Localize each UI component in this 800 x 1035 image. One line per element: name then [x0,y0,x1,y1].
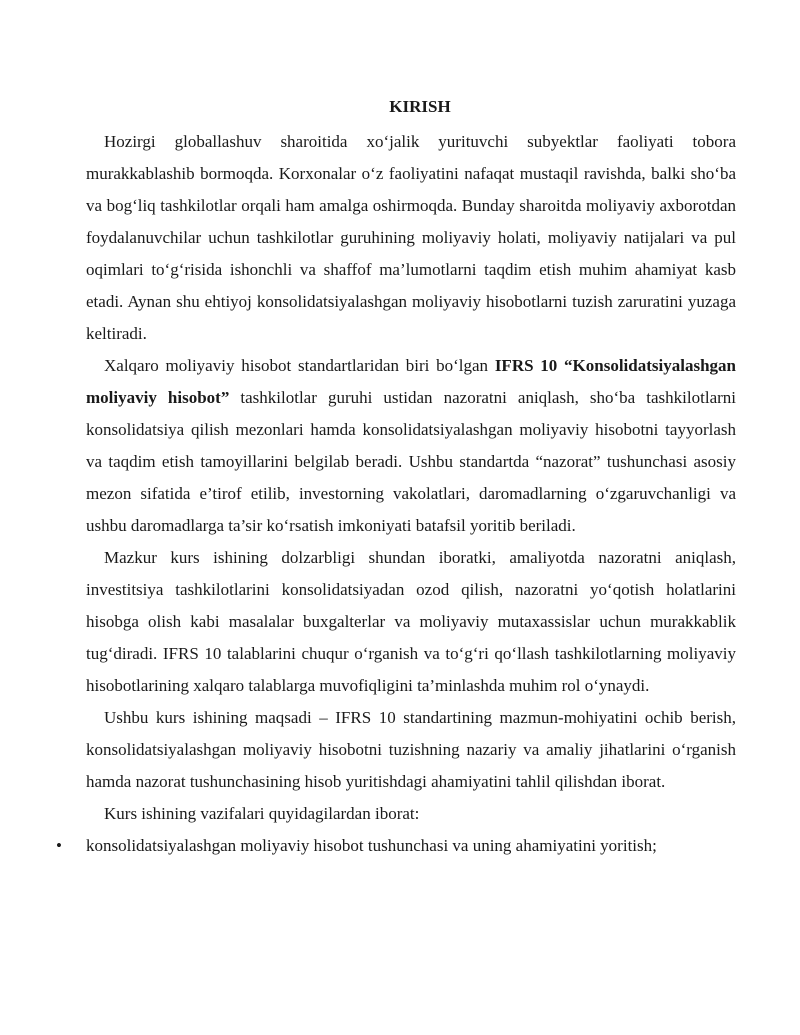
tasks-list [56,830,736,862]
document-body [56,126,736,862]
paragraph-tasks-intro: Kurs ishining vazifalari quyidagilardan iborat: [104,804,420,823]
paragraph-goal: Ushbu kurs ishining maqsadi – IFRS 10 standartining mazmun-mohiyatini ochib berish, konsolidatsiyalashgan moliyaviy hisobotni tuzishning nazariy va amaliy jihatlarini o‘rganish hamda nazorat tushunchasining hisob yuritishdagi ahamiyatini tahlil qilishdan iborat. [86,708,736,791]
paragraph-ifrs10-rest: tashkilotlar guruhi ustidan nazoratni aniqlash, sho‘ba tashkilotlarni konsolidatsiya qilish mezonlari hamda konsolidatsiyalashgan moliyaviy hisobotni tayyorlash va taqdim etish tamoyillarini belgilab beradi. Ushbu standartda “nazorat” tushunchasi asosiy mezon sifatida e’tirof etilib, investorning vakolatlari, daromadlarning o‘zgaruvchanligi va ushbu daromadlarga ta’sir ko‘rsatish imkoniyati batafsil yoritib beriladi. [86,388,736,535]
bullet-icon: • [56,836,62,855]
paragraph-ifrs10-lead: Xalqaro moliyaviy hisobot standartlaridan biri bo‘lgan [104,356,495,375]
list-item-text: konsolidatsiyalashgan moliyaviy hisobot tushunchasi va uning ahamiyatini yoritish; [86,836,657,855]
list-item [56,830,736,862]
page-title: KIRISH [389,97,451,116]
paragraph-intro: Hozirgi globallashuv sharoitida xo‘jalik yurituvchi subyektlar faoliyati tobora murakkablashib bormoqda. Korxonalar o‘z faoliyatini nafaqat mustaqil ravishda, balki sho‘ba va bog‘liq tashkilotlar orqali ham amalga oshirmoqda. Bunday sharoitda moliyaviy axborotdan foydalanuvchilar uchun tashkilotlar guruhining moliyaviy holati, moliyaviy natijalari va pul oqimlari to‘g‘risida ishonchli va shaffof ma’lumotlarni taqdim etish muhim ahamiyat kasb etadi. Aynan shu ehtiyoj konsolidatsiyalashgan moliyaviy hisobotlarni tuzish zaruratini yuzaga keltiradi. [86,132,736,343]
paragraph-ifrs10 [86,350,736,542]
paragraph-ifrs10-bold: IFRS 10 “Konsolidatsiyalashgan moliyaviy hisobot” [86,356,736,407]
paragraph-relevance: Mazkur kurs ishining dolzarbligi shundan iboratki, amaliyotda nazoratni aniqlash, investitsiya tashkilotlarini konsolidatsiyadan ozod qilish, nazoratni yo‘qotish holatlarini hisobga olish kabi masalalar buxgalterlar va moliyaviy mutaxassislar uchun murakkablik tug‘diradi. IFRS 10 talablarini chuqur o‘rganish va to‘g‘ri qo‘llash tashkilotlarning moliyaviy hisobotlarining xalqaro talablarga muvofiqligini ta’minlashda muhim rol o‘ynaydi. [86,548,736,695]
